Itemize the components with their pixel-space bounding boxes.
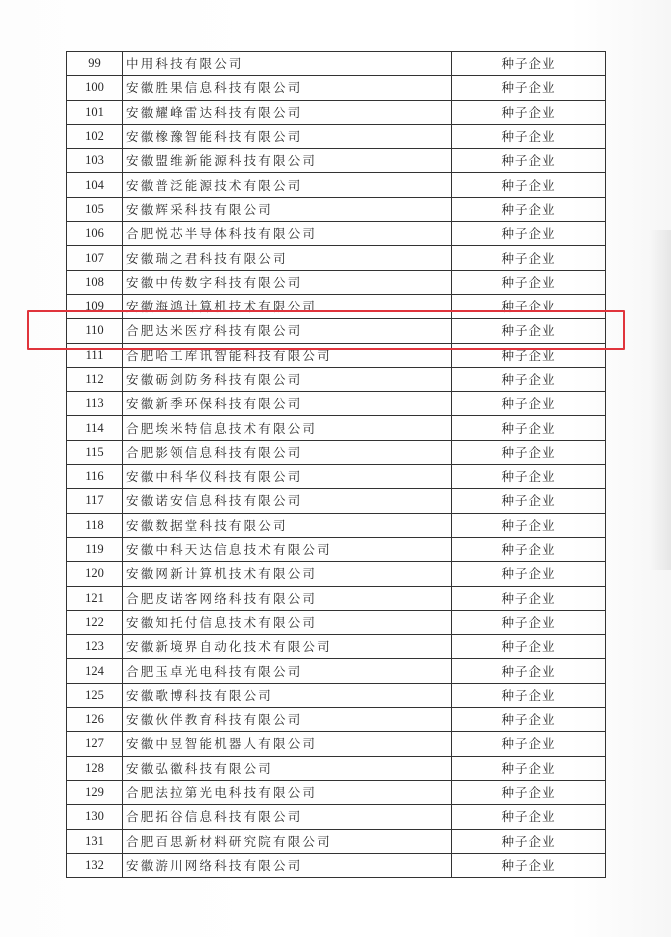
company-name: 合肥哈工库讯智能科技有限公司: [123, 343, 452, 367]
row-number: 110: [67, 319, 123, 343]
enterprise-type: 种子企业: [452, 489, 606, 513]
company-name: 安徽海鸿计算机技术有限公司: [123, 294, 452, 318]
table-row: [67, 683, 606, 707]
table-row: [67, 270, 606, 294]
enterprise-type: 种子企业: [452, 708, 606, 732]
row-number: 107: [67, 246, 123, 270]
row-number: 119: [67, 537, 123, 561]
row-number: 122: [67, 610, 123, 634]
company-name: 安徽橡豫智能科技有限公司: [123, 124, 452, 148]
enterprise-type: 种子企业: [452, 756, 606, 780]
row-number: 128: [67, 756, 123, 780]
company-name: 安徽新境界自动化技术有限公司: [123, 635, 452, 659]
table-row: [67, 829, 606, 853]
row-number: 99: [67, 52, 123, 76]
table-row: [67, 124, 606, 148]
row-number: 127: [67, 732, 123, 756]
row-number: 132: [67, 853, 123, 877]
row-number: 117: [67, 489, 123, 513]
company-name: 合肥皮诺客网络科技有限公司: [123, 586, 452, 610]
company-name: 安徽普泛能源技术有限公司: [123, 173, 452, 197]
enterprise-type: 种子企业: [452, 100, 606, 124]
company-name: 安徽耀峰雷达科技有限公司: [123, 100, 452, 124]
table-row: [67, 853, 606, 877]
row-number: 108: [67, 270, 123, 294]
company-name: 安徽歌博科技有限公司: [123, 683, 452, 707]
table-row: [67, 635, 606, 659]
table-row: [67, 416, 606, 440]
company-name: 合肥拓谷信息科技有限公司: [123, 805, 452, 829]
table-row: [67, 246, 606, 270]
table-row: [67, 440, 606, 464]
enterprise-type: 种子企业: [452, 683, 606, 707]
enterprise-type: 种子企业: [452, 610, 606, 634]
table-row: [67, 197, 606, 221]
company-name: 合肥达米医疗科技有限公司: [123, 319, 452, 343]
company-name: 安徽弘徽科技有限公司: [123, 756, 452, 780]
company-name: 安徽网新计算机技术有限公司: [123, 562, 452, 586]
company-name: 安徽伙伴教育科技有限公司: [123, 708, 452, 732]
company-name: 安徽知托付信息技术有限公司: [123, 610, 452, 634]
row-number: 104: [67, 173, 123, 197]
table-row: [67, 586, 606, 610]
enterprise-type: 种子企业: [452, 367, 606, 391]
row-number: 103: [67, 149, 123, 173]
row-number: 116: [67, 465, 123, 489]
table-row: [67, 52, 606, 76]
enterprise-type: 种子企业: [452, 780, 606, 804]
row-number: 125: [67, 683, 123, 707]
row-number: 120: [67, 562, 123, 586]
row-number: 111: [67, 343, 123, 367]
enterprise-type: 种子企业: [452, 829, 606, 853]
table-body: [67, 52, 606, 878]
row-number: 100: [67, 76, 123, 100]
table-row: [67, 562, 606, 586]
enterprise-type: 种子企业: [452, 586, 606, 610]
row-number: 105: [67, 197, 123, 221]
enterprise-type: 种子企业: [452, 343, 606, 367]
table-row: [67, 343, 606, 367]
enterprise-type: 种子企业: [452, 853, 606, 877]
table-row: [67, 513, 606, 537]
row-number: 113: [67, 392, 123, 416]
table-row: [67, 708, 606, 732]
row-number: 130: [67, 805, 123, 829]
company-name: 安徽中昱智能机器人有限公司: [123, 732, 452, 756]
table-row: [67, 149, 606, 173]
row-number: 121: [67, 586, 123, 610]
row-number: 114: [67, 416, 123, 440]
enterprise-type: 种子企业: [452, 416, 606, 440]
row-number: 131: [67, 829, 123, 853]
table-row: [67, 294, 606, 318]
row-number: 118: [67, 513, 123, 537]
enterprise-type: 种子企业: [452, 76, 606, 100]
enterprise-type: 种子企业: [452, 465, 606, 489]
enterprise-type: 种子企业: [452, 197, 606, 221]
table-row: [67, 610, 606, 634]
company-name: 安徽瑞之君科技有限公司: [123, 246, 452, 270]
enterprise-type: 种子企业: [452, 270, 606, 294]
company-name: 合肥影领信息科技有限公司: [123, 440, 452, 464]
table-row: [67, 756, 606, 780]
company-name: 安徽游川网络科技有限公司: [123, 853, 452, 877]
table-row: [67, 319, 606, 343]
row-number: 129: [67, 780, 123, 804]
enterprise-type: 种子企业: [452, 246, 606, 270]
company-name: 安徽盟维新能源科技有限公司: [123, 149, 452, 173]
company-name: 安徽中传数字科技有限公司: [123, 270, 452, 294]
company-list-table: [66, 51, 606, 878]
table-row: [67, 76, 606, 100]
company-name: 合肥悦芯半导体科技有限公司: [123, 222, 452, 246]
row-number: 106: [67, 222, 123, 246]
table-row: [67, 659, 606, 683]
enterprise-type: 种子企业: [452, 537, 606, 561]
table-row: [67, 805, 606, 829]
row-number: 102: [67, 124, 123, 148]
table-row: [67, 100, 606, 124]
company-name: 合肥埃米特信息技术有限公司: [123, 416, 452, 440]
row-number: 101: [67, 100, 123, 124]
table-row: [67, 367, 606, 391]
table-row: [67, 173, 606, 197]
table-row: [67, 537, 606, 561]
row-number: 126: [67, 708, 123, 732]
enterprise-type: 种子企业: [452, 294, 606, 318]
company-name: 安徽辉采科技有限公司: [123, 197, 452, 221]
row-number: 124: [67, 659, 123, 683]
company-name: 安徽中科天达信息技术有限公司: [123, 537, 452, 561]
enterprise-type: 种子企业: [452, 52, 606, 76]
enterprise-type: 种子企业: [452, 222, 606, 246]
company-name: 中用科技有限公司: [123, 52, 452, 76]
row-number: 109: [67, 294, 123, 318]
company-name: 安徽数据堂科技有限公司: [123, 513, 452, 537]
enterprise-type: 种子企业: [452, 173, 606, 197]
company-name: 安徽新季环保科技有限公司: [123, 392, 452, 416]
company-name: 安徽诺安信息科技有限公司: [123, 489, 452, 513]
enterprise-type: 种子企业: [452, 149, 606, 173]
table-row: [67, 732, 606, 756]
enterprise-type: 种子企业: [452, 440, 606, 464]
enterprise-type: 种子企业: [452, 732, 606, 756]
enterprise-type: 种子企业: [452, 392, 606, 416]
company-name: 合肥百思新材料研究院有限公司: [123, 829, 452, 853]
company-name: 安徽胜果信息科技有限公司: [123, 76, 452, 100]
enterprise-type: 种子企业: [452, 124, 606, 148]
row-number: 112: [67, 367, 123, 391]
enterprise-type: 种子企业: [452, 562, 606, 586]
table-row: [67, 222, 606, 246]
table-row: [67, 489, 606, 513]
company-name: 安徽中科华仪科技有限公司: [123, 465, 452, 489]
company-name: 合肥玉卓光电科技有限公司: [123, 659, 452, 683]
table-row: [67, 780, 606, 804]
company-name: 合肥法拉第光电科技有限公司: [123, 780, 452, 804]
enterprise-type: 种子企业: [452, 805, 606, 829]
table-row: [67, 465, 606, 489]
row-number: 115: [67, 440, 123, 464]
table-row: [67, 392, 606, 416]
enterprise-type: 种子企业: [452, 513, 606, 537]
enterprise-type: 种子企业: [452, 635, 606, 659]
row-number: 123: [67, 635, 123, 659]
enterprise-type: 种子企业: [452, 659, 606, 683]
company-name: 安徽砺剑防务科技有限公司: [123, 367, 452, 391]
enterprise-type: 种子企业: [452, 319, 606, 343]
